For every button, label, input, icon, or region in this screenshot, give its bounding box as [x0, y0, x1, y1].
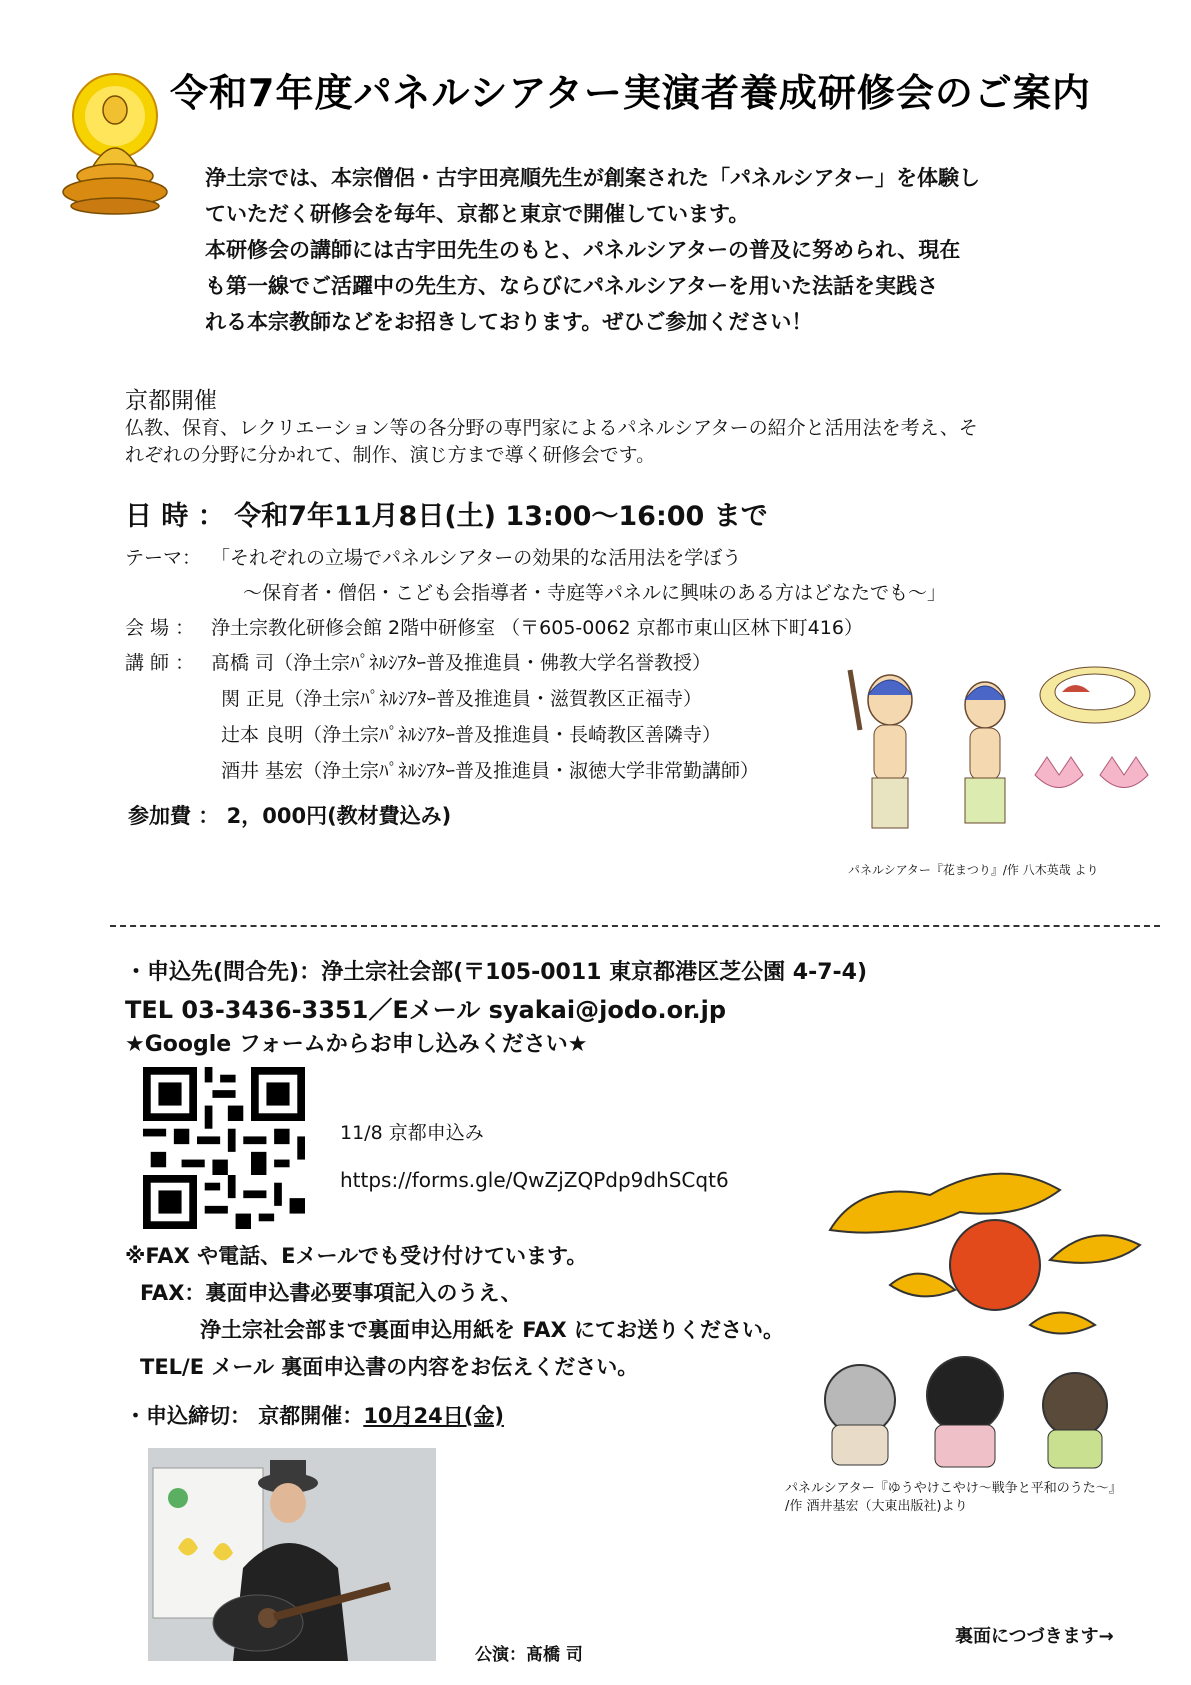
- lecturer-label: 講 師 ：: [125, 652, 195, 674]
- kyoto-heading: 京都開催: [125, 388, 217, 414]
- intro-line: 本研修会の講師には古宇田先生のもと、パネルシアターの普及に努められ、現在: [205, 238, 961, 262]
- intro-text: [205, 160, 1105, 340]
- contact-address: ・申込先(問合先)：浄土宗社会部(〒105-0011 東京都港区芝公園 4-7-4): [125, 960, 868, 985]
- event-datetime: 日 時 ： 令和7年11月8日(土) 13:00～16:00 まで: [125, 501, 768, 532]
- continued-notice: 裏面につづきます→: [955, 1626, 1114, 1647]
- hanamatsuri-illustration: [840, 660, 1170, 860]
- lecturer-row: [125, 648, 711, 675]
- yuuyake-caption: [785, 1480, 1122, 1516]
- hanamatsuri-caption: パネルシアター『花まつり』/作 八木英哉 より: [848, 863, 1099, 877]
- contact-tel-email: TEL 03-3436-3351／Eメール syakai@jodo.or.jp: [125, 996, 727, 1024]
- intro-line: れる本宗教師などをお招きしております。ぜひご参加ください！: [205, 310, 813, 334]
- kyoto-description-line: 仏教、保育、レクリエーション等の各分野の専門家によるパネルシアターの紹介と活用法を考え、そ: [125, 417, 978, 439]
- qr-code-icon[interactable]: [143, 1067, 305, 1229]
- lecturer-item: 関 正見（浄土宗ﾊﾟﾈﾙｼｱﾀｰ普及推進員・滋賀教区正福寺）: [221, 688, 703, 710]
- performer-credit: 公演：髙橋 司: [475, 1645, 583, 1665]
- theme-row: [125, 543, 741, 570]
- sunset-illustration: [820, 1150, 1160, 1480]
- theme-text: 「それぞれの立場でパネルシアターの効果的な活用法を学ぼう: [211, 547, 742, 569]
- lecturer-item: 酒井 基宏（浄土宗ﾊﾟﾈﾙｼｱﾀｰ普及推進員・淑徳大学非常勤講師）: [221, 760, 760, 782]
- note-line: 浄土宗社会部まで裏面申込用紙を FAX にてお送りください。: [200, 1318, 784, 1342]
- buddha-illustration: [52, 68, 182, 218]
- page-title: 令和7年度パネルシアター実演者養成研修会のご案内: [170, 71, 1091, 115]
- theme-subtitle: ～保育者・僧侶・こども会指導者・寺庭等パネルに興味のある方はどなたでも～」: [243, 582, 947, 604]
- theme-label: テーマ：: [125, 547, 202, 569]
- dashed-divider: [110, 925, 1160, 927]
- caption-line: パネルシアター『ゆうやけこやけ～戦争と平和のうた～』: [785, 1481, 1122, 1496]
- kyoto-description: [125, 415, 1115, 469]
- caption-line: /作 酒井基宏（大東出版社)より: [785, 1499, 968, 1514]
- intro-line: 浄土宗では、本宗僧侶・古宇田亮順先生が創案された「パネルシアター」を体験し: [205, 166, 981, 190]
- deadline-label: ・申込締切： 京都開催：: [125, 1404, 364, 1428]
- note-line: FAX：裏面申込書必要事項記入のうえ、: [140, 1281, 522, 1305]
- intro-line: ていただく研修会を毎年、京都と東京で開催しています。: [205, 202, 750, 226]
- venue-text: 浄土宗教化研修会館 2階中研修室 （〒605-0062 京都市東山区林下町416）: [211, 617, 863, 639]
- kyoto-description-line: れぞれの分野に分かれて、制作、演じ方まで導く研修会です。: [125, 444, 656, 466]
- note-line: ※FAX や電話、Eメールでも受け付けています。: [125, 1244, 588, 1268]
- lecturer-item: 辻本 良明（浄土宗ﾊﾟﾈﾙｼｱﾀｰ普及推進員・長崎教区善隣寺）: [221, 724, 722, 746]
- form-label: 11/8 京都申込み: [340, 1122, 484, 1144]
- note-line: TEL/E メール 裏面申込書の内容をお伝えください。: [140, 1355, 639, 1379]
- google-form-notice: ★Google フォームからお申し込みください★: [125, 1032, 588, 1057]
- venue-row: [125, 613, 863, 640]
- lecturer-item: 髙橋 司（浄土宗ﾊﾟﾈﾙｼｱﾀｰ普及推進員・佛教大学名誉教授）: [211, 652, 712, 674]
- form-url-link[interactable]: https://forms.gle/QwZjZQPdp9dhSCqt6: [340, 1168, 729, 1192]
- performance-photo: [148, 1448, 436, 1661]
- deadline-date: 10月24日(金): [363, 1404, 504, 1428]
- fee: 参加費 ： 2，000円(教材費込み): [128, 804, 452, 828]
- application-deadline: [125, 1400, 504, 1430]
- intro-line: も第一線でご活躍中の先生方、ならびにパネルシアターを用いた法話を実践さ: [205, 274, 939, 298]
- venue-label: 会 場 ：: [125, 617, 195, 639]
